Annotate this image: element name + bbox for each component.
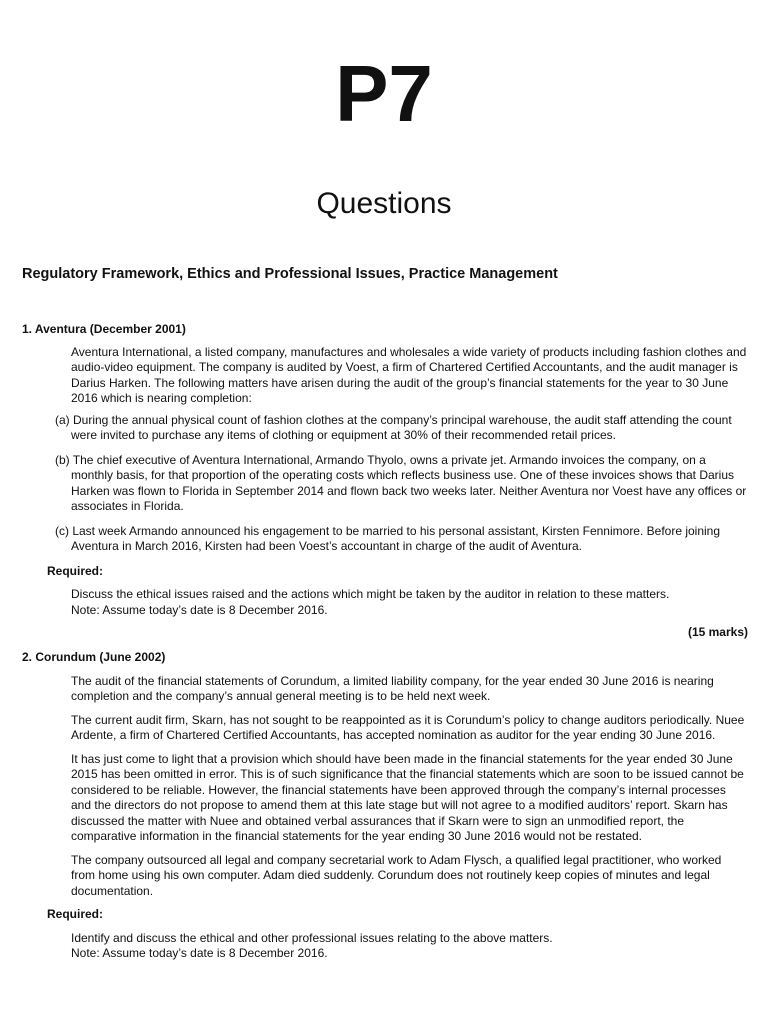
question-2-paragraph: The audit of the financial statements of Corundum, a limited liability company, for the year ended 30 June 2016 is nearing completion and the company’s annual general meeting is to be held next week. [71, 673, 714, 703]
page-title: P7 [335, 49, 433, 138]
question-2-note: Note: Assume today’s date is 8 December 2016. [71, 946, 328, 960]
question-1-marks: (15 marks) [687, 625, 748, 639]
question-1-required-label: Required: [47, 563, 104, 578]
page-subtitle: Questions [316, 187, 452, 220]
question-1-required-text: Discuss the ethical issues raised and the actions which might be taken by the auditor in relation to these matters. [71, 587, 670, 601]
question-1-note: Note: Assume today’s date is 8 December 2016. [71, 602, 328, 617]
question-1-item-c: (c) Last week Armando announced his engagement to be married to his personal assistant, Kirsten Fennimore. Before joining Aventura in March 2016, Kirsten had been Voest’s accountant in charge of the audit of Aventura. [55, 523, 721, 553]
question-1 [22, 322, 748, 641]
question-1-title: 1. Aventura (December 2001) [22, 322, 186, 336]
question-2 [22, 650, 748, 962]
section-heading: Regulatory Framework, Ethics and Professional Issues, Practice Management [22, 266, 558, 282]
question-2-paragraph: It has just come to light that a provision which should have been made in the financial statements for the year ended 30 June 2015 has been omitted in error. This is of such significance that the financial statements which are soon to be issued cannot be considered to be reliable. However, the financial statements have been approved through the company’s internal processes and the directors do not propose to amend them at this late stage but will not agree to a modified auditors’ report. Skarn has discussed the matter with Nuee and obtained verbal assurances that if Skarn were to sign an unmodified report, the comparative information in the financial statements for the year ending 30 June 2016 would not be restated. [71, 751, 744, 843]
question-2-paragraph: The current audit firm, Skarn, has not sought to be reappointed as it is Corundum’s policy to change auditors periodically. Nuee Ardente, a firm of Chartered Certified Accountants, has accepted nomination as auditor for the year ending 30 June 2016. [71, 712, 745, 742]
question-1-item-b: (b) The chief executive of Aventura International, Armando Thyolo, owns a private jet. Armando invoices the company, on a monthly basis, for that proportion of the operating costs which reflects business use. One of these invoices shows that Darius Harken was flown to Florida in September 2014 and flown back two weeks later. Neither Aventura nor Voest have any offices or associates in Florida. [55, 452, 747, 513]
question-2-required-text: Identify and discuss the ethical and other professional issues relating to the above matters. [71, 930, 553, 945]
question-2-required-label: Required: [47, 907, 104, 921]
question-2-title: 2. Corundum (June 2002) [22, 650, 166, 664]
question-1-item-a: (a) During the annual physical count of fashion clothes at the company’s principal warehouse, the audit staff attending the count were invited to purchase any items of clothing or equipment at 30% of their recommended retail prices. [55, 412, 732, 442]
question-2-paragraph: The company outsourced all legal and company secretarial work to Adam Flysch, a qualified legal practitioner, who worked from home using his own computer. Adam died suddenly. Corundum does not routinely keep copies of minutes and legal documentation. [71, 852, 722, 898]
question-1-intro: Aventura International, a listed company, manufactures and wholesales a wide variety of products including fashion clothes and audio-video equipment. The company is audited by Voest, a firm of Chartered Certified Accountants, and the audit manager is Darius Harken. The following matters have arisen during the audit of the group’s financial statements for the year to 30 June 2016 which is nearing completion: [71, 344, 747, 405]
